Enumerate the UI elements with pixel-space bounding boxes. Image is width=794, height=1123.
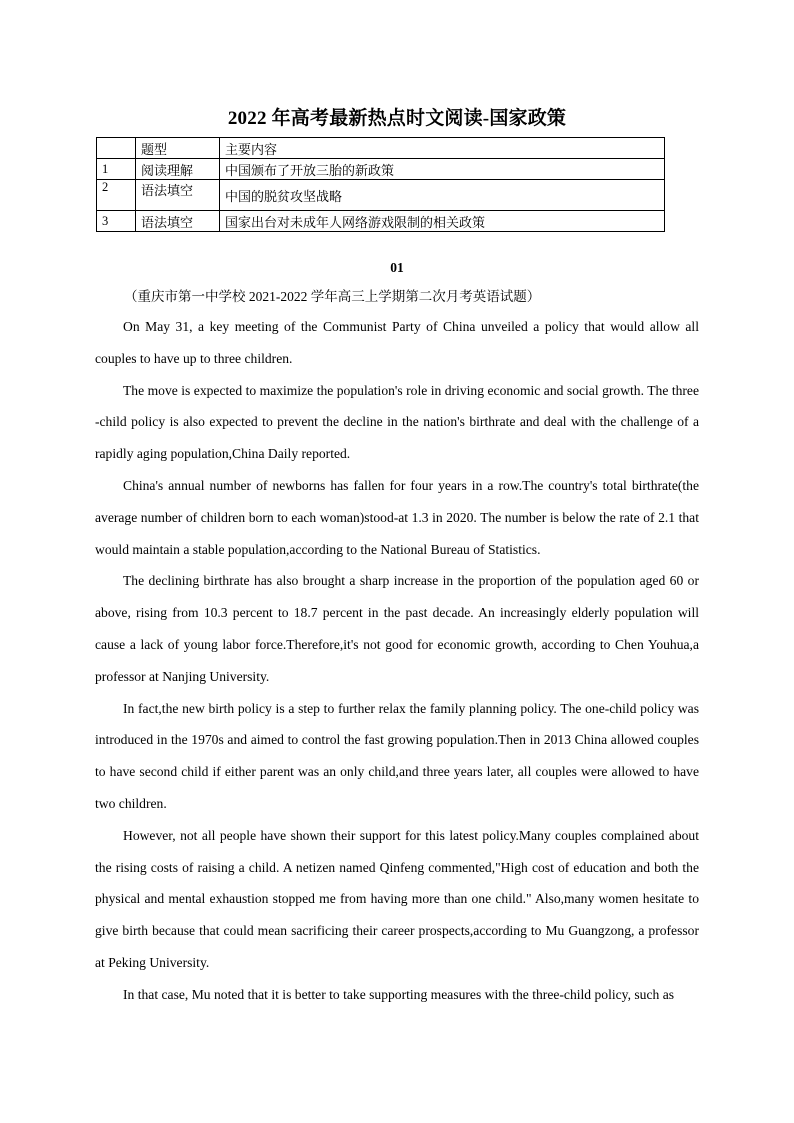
row-number: 3	[97, 211, 136, 232]
row-content: 中国的脱贫攻坚战略	[220, 180, 665, 211]
row-type: 语法填空	[136, 211, 220, 232]
table-row	[97, 159, 665, 180]
section-number: 01	[390, 260, 404, 275]
paragraph: In fact,the new birth policy is a step to further relax the family planning policy. The one-child policy was introduced in the 1970s and aimed to control the fast growing population.Then in 2013 China allowed couples to have second child if either parent was an only child,and three years later, all couples were allowed to have two children.	[95, 700, 699, 811]
document-title: 2022 年高考最新热点时文阅读-国家政策	[227, 108, 567, 129]
row-content: 中国颁布了开放三胎的新政策	[220, 159, 665, 180]
paragraph: China's annual number of newborns has fallen for four years in a row.The country's total birthrate(the average number of children born to each woman)stood-at 1.3 in 2020. The number is below the rate of 2.1 that would maintain a stable population,according to the National Bureau of Statistics.	[95, 477, 699, 557]
paragraph: However, not all people have shown their support for this latest policy.Many couples complained about the rising costs of raising a child. A netizen named Qinfeng commented,"High cost of education and both the physical and mental exhaustion stopped me from having more than one child." Also,many women hesitate to give birth because that could mean sacrificing their career prospects,according to Mu Guangzong, a professor at Peking University.	[95, 827, 699, 970]
row-number: 2	[97, 180, 136, 211]
table-header-num	[97, 138, 136, 159]
paragraph: On May 31, a key meeting of the Communist Party of China unveiled a policy that would allow all couples to have up to three children.	[95, 319, 699, 366]
article-body	[95, 311, 699, 1011]
row-type: 阅读理解	[136, 159, 220, 180]
row-type: 语法填空	[136, 180, 220, 211]
table-row	[97, 180, 665, 211]
source-citation: （重庆市第一中学校 2021-2022 学年高三上学期第二次月考英语试题）	[124, 289, 541, 304]
paragraph: The move is expected to maximize the population's role in driving economic and social growth. The three -child policy is also expected to prevent the decline in the nation's birthrate and deal with the challenge of a rapidly aging population,China Daily reported.	[95, 382, 699, 462]
topics-table	[96, 137, 665, 232]
table-header-type: 题型	[136, 138, 220, 159]
paragraph: In that case, Mu noted that it is better to take supporting measures with the three-child policy, such as	[123, 986, 675, 1002]
row-number: 1	[97, 159, 136, 180]
table-row	[97, 211, 665, 232]
table-header-content: 主要内容	[220, 138, 665, 159]
table-header-row	[97, 138, 665, 159]
paragraph: The declining birthrate has also brought a sharp increase in the proportion of the population aged 60 or above, rising from 10.3 percent to 18.7 percent in the past decade. An increasingly elderly population will cause a lack of young labor force.Therefore,it's not good for economic growth, according to Chen Youhua,a professor at Nanjing University.	[95, 573, 699, 684]
row-content: 国家出台对未成年人网络游戏限制的相关政策	[220, 211, 665, 232]
